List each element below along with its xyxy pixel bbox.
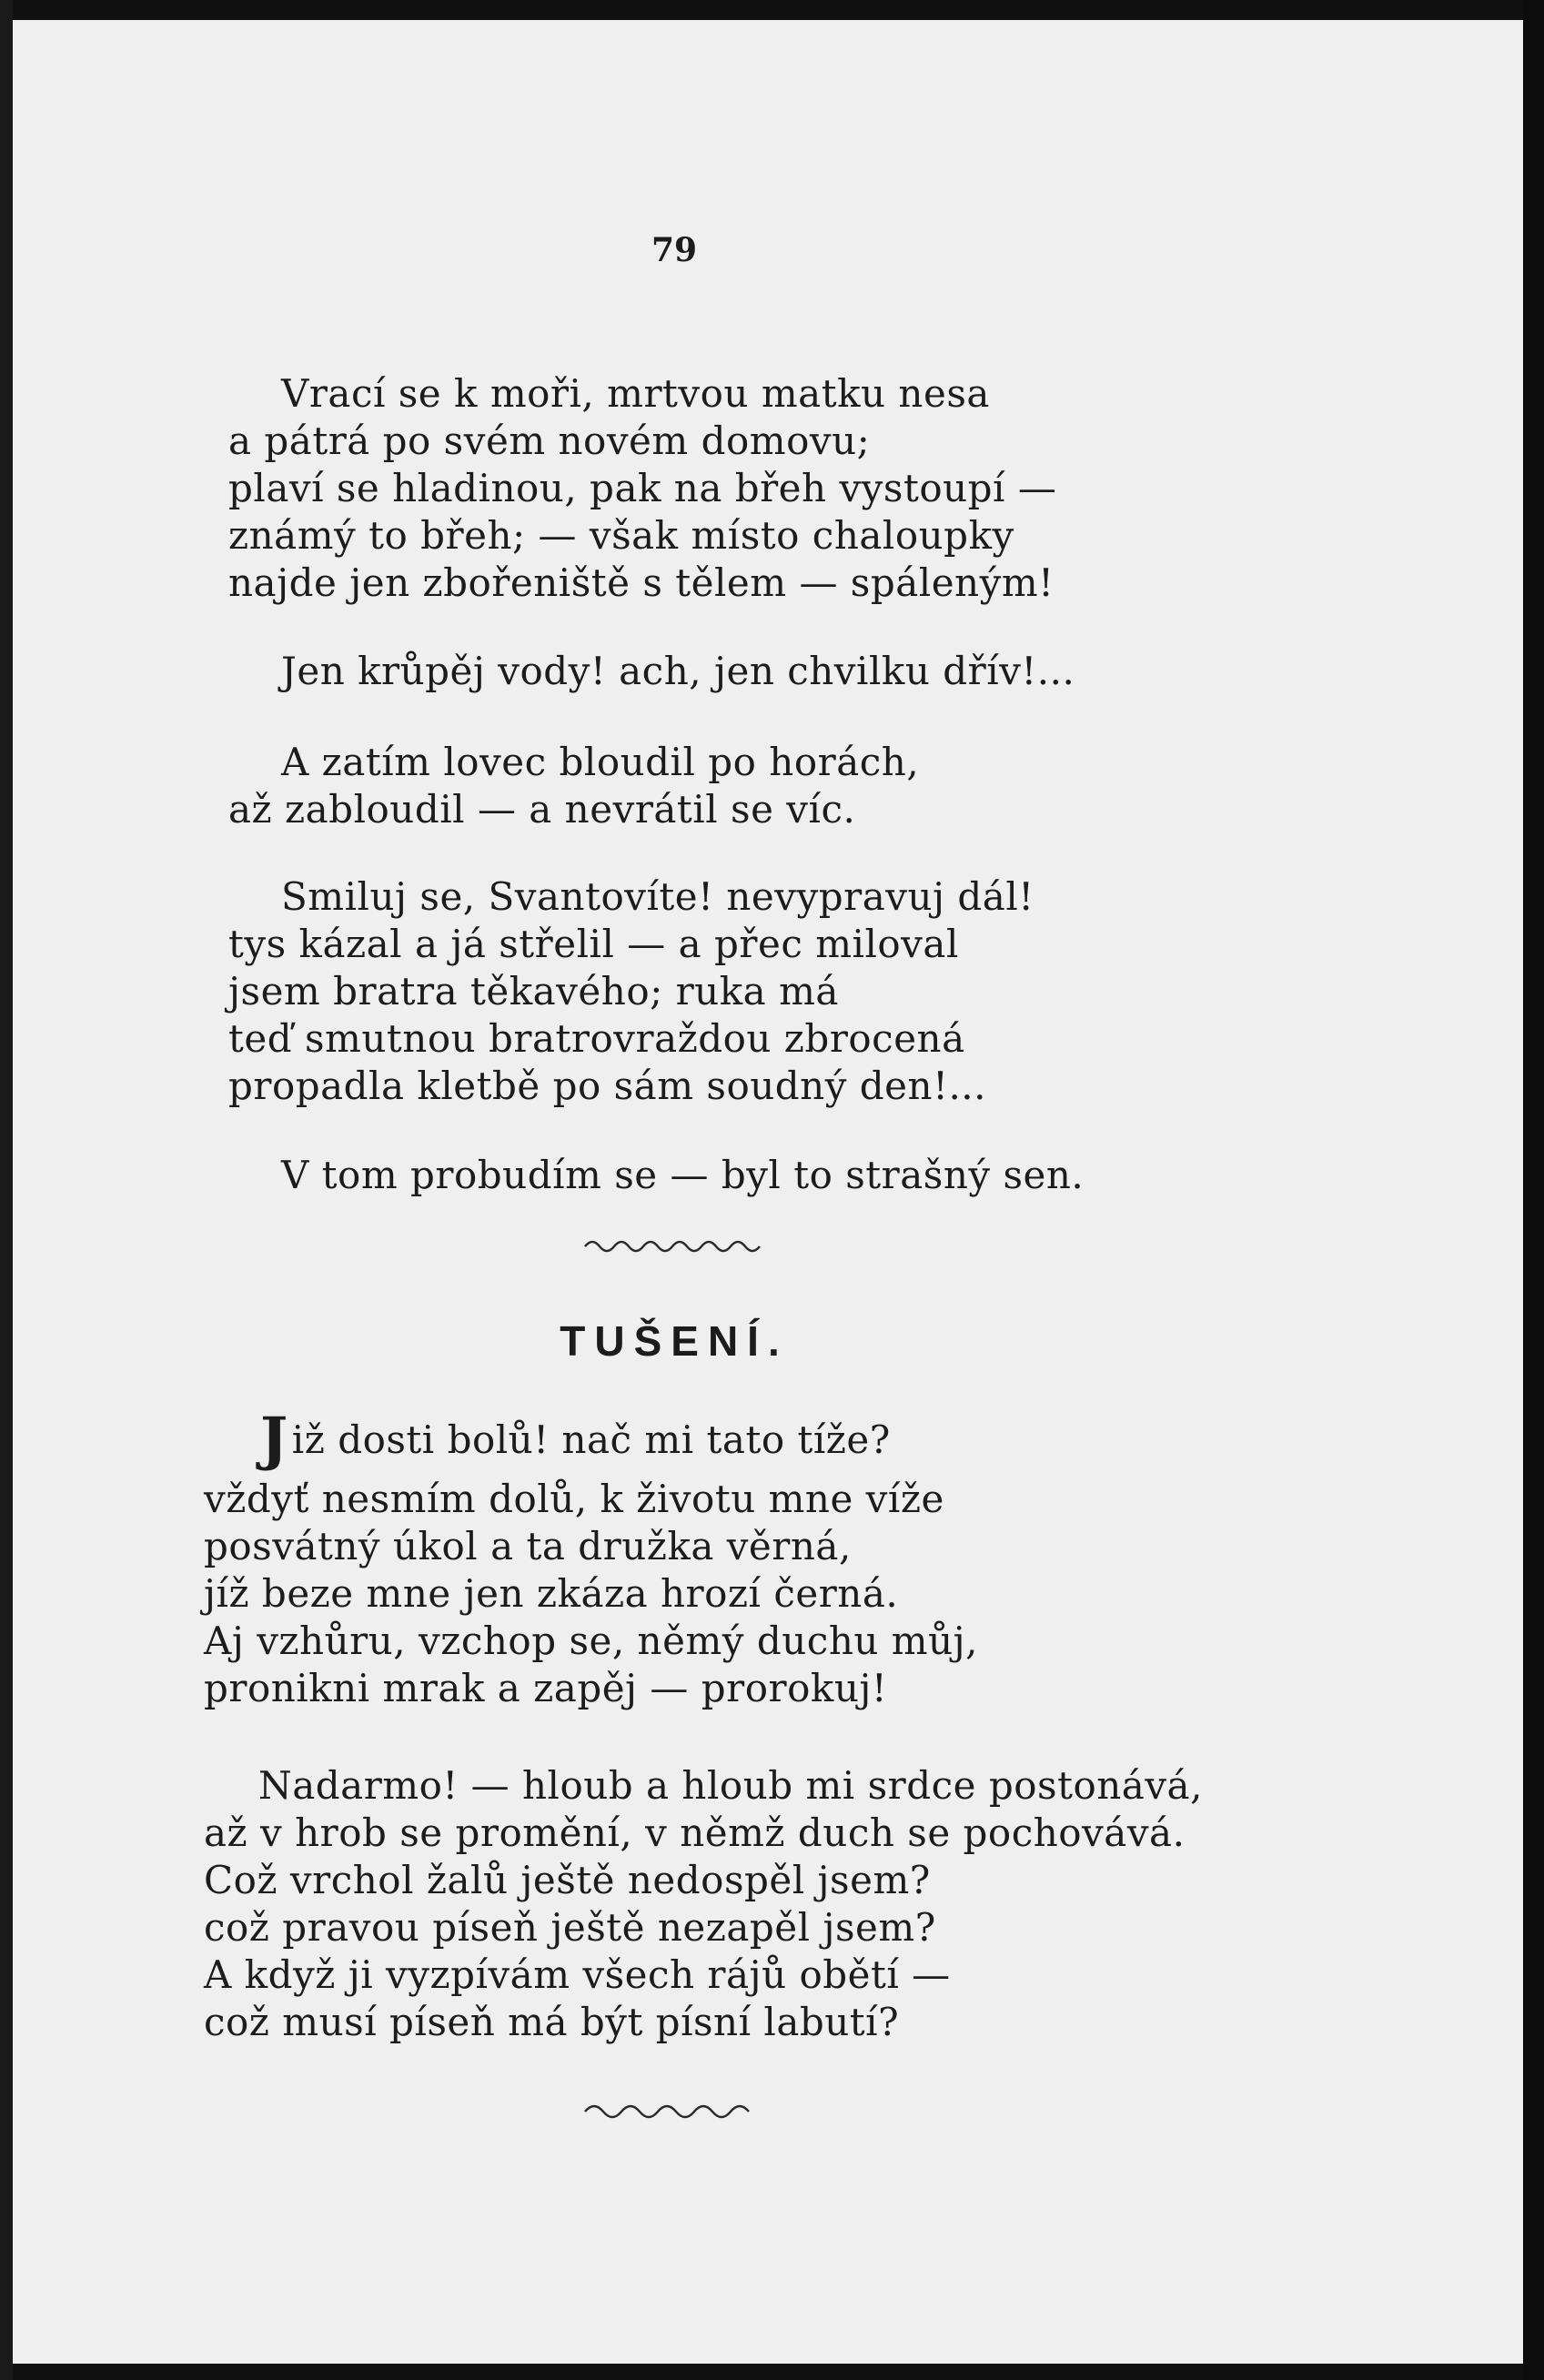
verse-line: V tom probudím se — byl to strašný sen. <box>281 1153 1085 1197</box>
verse-line: známý to břeh; — však místo chaloupky <box>228 513 1014 558</box>
verse-line: Smiluj se, Svantovíte! nevypravuj dál! <box>281 874 1034 919</box>
verse-line: propadla kletbě po sám soudný den!... <box>228 1064 987 1108</box>
verse-line: tys kázal a já střelil — a přec miloval <box>228 922 959 966</box>
verse-line: jíž beze mne jen zkáza hrozí černá. <box>204 1571 899 1616</box>
verse-line: teď smutnou bratrovraždou zbrocená <box>228 1016 965 1061</box>
verse-line: což pravou píseň ještě nezapěl jsem? <box>204 1905 936 1950</box>
verse-line: Což vrchol žalů ještě nedospěl jsem? <box>204 1858 931 1902</box>
wave-ornament <box>583 1234 765 1256</box>
verse-line-first <box>260 1405 891 1473</box>
page-number: 79 <box>651 231 698 269</box>
verse-line: Vrací se k moři, mrtvou matku nesa <box>281 371 990 416</box>
verse-line: plaví se hladinou, pak na břeh vystoupí — <box>228 466 1057 510</box>
verse-line-text: iž dosti bolů! nač mi tato tíže? <box>291 1417 891 1462</box>
verse-line: A zatím lovec bloudil po horách, <box>281 740 920 784</box>
verse-line: Jen krůpěj vody! ach, jen chvilku dřív!... <box>281 649 1075 693</box>
verse-line: a pátrá po svém novém domovu; <box>228 419 871 463</box>
verse-line: najde jen zbořeniště s tělem — spáleným! <box>228 560 1055 605</box>
verse-line: což musí píseň má být písní labutí? <box>204 2000 900 2044</box>
poem-title: TUŠENÍ. <box>560 1317 789 1365</box>
verse-line: Aj vzhůru, vzchop se, němý duchu můj, <box>204 1619 979 1663</box>
verse-line: jsem bratra těkavého; ruka má <box>228 969 839 1014</box>
verse-line: pronikni mrak a zapěj — prorokuj! <box>204 1666 888 1710</box>
verse-line: vždyť nesmím dolů, k životu mne víže <box>204 1477 944 1521</box>
wave-ornament <box>583 2097 765 2119</box>
drop-initial: J <box>260 1405 288 1473</box>
scan-edge-right <box>1523 0 1544 2380</box>
book-page <box>13 20 1523 2364</box>
verse-line: posvátný úkol a ta družka věrná, <box>204 1524 852 1568</box>
verse-line: až v hrob se promění, v němž duch se pochovává. <box>204 1810 1186 1855</box>
scan-edge-left <box>0 0 13 2380</box>
verse-line: až zabloudil — a nevrátil se víc. <box>228 787 856 832</box>
verse-line: A když ji vyzpívám všech rájů obětí — <box>204 1952 951 1997</box>
verse-line: Nadarmo! — hloub a hloub mi srdce postonává, <box>258 1763 1203 1808</box>
